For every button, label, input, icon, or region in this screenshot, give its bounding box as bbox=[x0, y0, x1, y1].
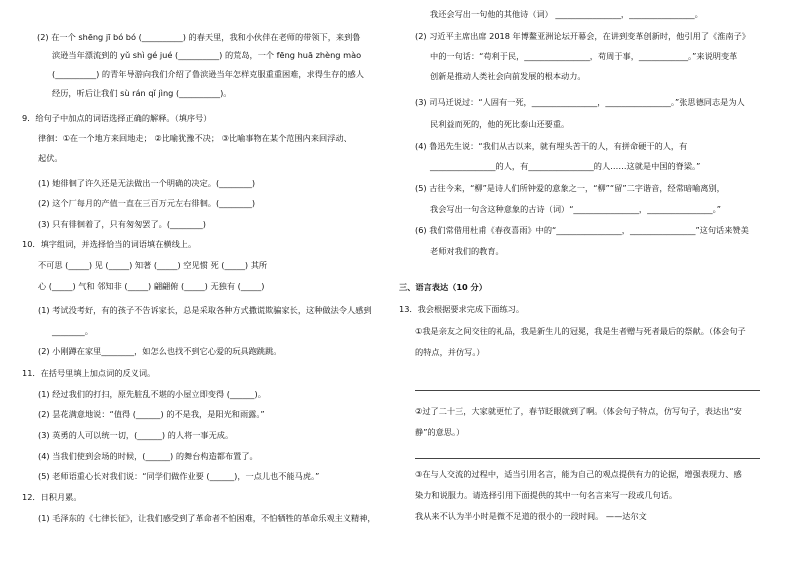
q11-title: 11．在括号里填上加点词的反义词。 bbox=[22, 368, 156, 378]
q9-item2: (2) 这个厂每月的产值一直在三百万元左右徘徊。(________) bbox=[38, 198, 256, 208]
q9-item1: (1) 她徘徊了许久还是无法做出一个明确的决定。(________) bbox=[38, 178, 256, 188]
q12-item3-line2: 民利益而死的，他的死比泰山还要重。 bbox=[430, 119, 570, 129]
q11-item2: (2) 昙花满意地说：“值得 (______) 的不是我，是阳光和雨露。” bbox=[38, 409, 265, 419]
q12-item6-line2: 老师对我们的教育。 bbox=[430, 246, 504, 256]
q9-item3: (3) 只有徘徊着了，只有匆匆罢了。(________) bbox=[38, 219, 206, 229]
q13-item2-line2: 静”的意思。） bbox=[415, 427, 465, 437]
q9-definition-line2: 起伏。 bbox=[38, 153, 63, 163]
q8-item2-line2: 滨逊当年漂流到的 yǔ shì gé jué (__________) 的荒岛，一个 fēng huā zhèng mào bbox=[52, 50, 362, 60]
q12-item5-line1: (5) 古往今来，“柳”是诗人们所钟爱的意象之一，“柳”“留”二字谐音，经常暗喻离别， bbox=[415, 183, 725, 193]
q13-item1-answer-line[interactable] bbox=[415, 390, 760, 391]
q12-item1-continued: 我还会写出一句他的其他诗（词） ________________，________________。 bbox=[430, 9, 703, 19]
q12-item1: (1) 毛泽东的《七律长征》，让我们感受到了革命者不怕困难，不怕牺牲的革命乐观主义精神， bbox=[38, 513, 376, 523]
q8-item2-line3: (__________) 的青年导游向我们介绍了鲁滨逊当年怎样克服重重困难，求得生存的感人 bbox=[52, 69, 364, 79]
q12-item2-line2: 中的一句话：“苟利于民，________________，苟周于事，____________。”来说明变革 bbox=[430, 51, 738, 61]
q12-item6-line1: (6) 我们常借用杜甫《春夜喜雨》中的“________________，________________”这句话来赞美 bbox=[415, 225, 749, 235]
q12-item2-line1: (2) 习近平主席出席 2018 年博鳌亚洲论坛开幕会，在讲到变革创新时，他引用了《淮南子》 bbox=[415, 31, 750, 41]
q12-title: 12．日积月累。 bbox=[22, 492, 82, 502]
section3-title: 三、语言表达（10 分） bbox=[399, 282, 487, 292]
q10-item1-line1: (1) 考试没考好，有的孩子不告诉家长，总是采取各种方式撒谎欺骗家长，这种做法令人感到 bbox=[38, 305, 372, 315]
q11-item1: (1) 经过我们的打扫，原先脏乱不堪的小屋立即变得 (______)。 bbox=[38, 389, 266, 399]
q10-item1-line2: ________。 bbox=[52, 326, 93, 336]
q10-title: 10．填字组词，并选择恰当的词语填在横线上。 bbox=[22, 239, 197, 249]
q12-item4-line1: (4) 鲁迅先生说：“我们从古以来，就有埋头苦干的人，有拼命硬干的人，有 bbox=[415, 141, 688, 151]
q12-item3-line1: (3) 司马迁说过：“人固有一死，________________，________________。”张思德同志是为人 bbox=[415, 97, 745, 107]
q13-item3-quote: 我从来不认为半小时是微不足道的很小的一段时间。 ——达尔文 bbox=[415, 511, 647, 521]
q13-item1-line1: ①我是亲友之间交往的礼品，我是新生儿的冠冕，我是生者赠与死者最后的祭献。（体会句子 bbox=[415, 326, 746, 336]
q9-title: 9．给句子中加点的词语选择正确的解释。（填序号） bbox=[22, 113, 212, 123]
q10-row1: 不可思 (_____) 见 (_____) 知著 (_____) 空见惯 死 (_____) 其所 bbox=[38, 260, 268, 270]
q13-item1-line2: 的特点，并仿写。） bbox=[415, 347, 485, 357]
q11-item3: (3) 英勇的人可以统一切，(______) 的人将一事无成。 bbox=[38, 430, 234, 440]
right-column bbox=[399, 0, 767, 561]
q9-definition-line1: 律徊：①在一个地方来回地走； ②比喻犹豫不决； ③比喻事物在某个范围内来回浮动、 bbox=[38, 133, 352, 143]
q12-item2-line3: 创新是推动人类社会向前发展的根本动力。 bbox=[430, 71, 586, 81]
q8-item2-line4: 经历，听后让我们 sù rán qǐ jìng (__________)。 bbox=[52, 88, 232, 98]
q10-item2: (2) 小刚蹲在家里________，如怎么也找不到它心爱的玩具跑跳跳。 bbox=[38, 346, 282, 356]
left-column bbox=[22, 0, 400, 561]
q13-item3-line2: 染力和说服力。请选择引用下面提供的其中一句名言来写一段或几句话。 bbox=[415, 490, 678, 500]
q12-item5-line2: 我会写出一句含这种意象的古诗（词）“________________，________________。” bbox=[430, 204, 721, 214]
q11-item5: (5) 老师语重心长对我们说：“同学们做作业要 (______)，一点儿也不能马虎。” bbox=[38, 471, 320, 481]
q13-item2-line1: ②过了二十三，大家就更忙了，春节眨眼就到了啊。（体会句子特点，仿写句子，表达出“安 bbox=[415, 406, 742, 416]
q12-item4-line2: ________________的人，有________________的人……这就是中国的脊梁。” bbox=[430, 161, 701, 171]
q13-item2-answer-line[interactable] bbox=[415, 458, 760, 459]
q10-row2: 心 (_____) 气和 邻知非 (_____) 翩翩俯 (_____) 无独有 (_____) bbox=[38, 281, 265, 291]
q11-item4: (4) 当我们使到会场的时候，(______) 的舞台构造都布置了。 bbox=[38, 451, 258, 461]
q8-item2-line1: (2) 在一个 shēng jī bó bó (__________) 的春天里，我和小伙伴在老师的带领下，来到鲁 bbox=[37, 32, 361, 42]
q13-title: 13．我会根据要求完成下面练习。 bbox=[399, 304, 525, 314]
q13-item3-line1: ③在与人交流的过程中，适当引用名言，能为自己的观点提供有力的论据，增强表现力、感 bbox=[415, 469, 742, 479]
